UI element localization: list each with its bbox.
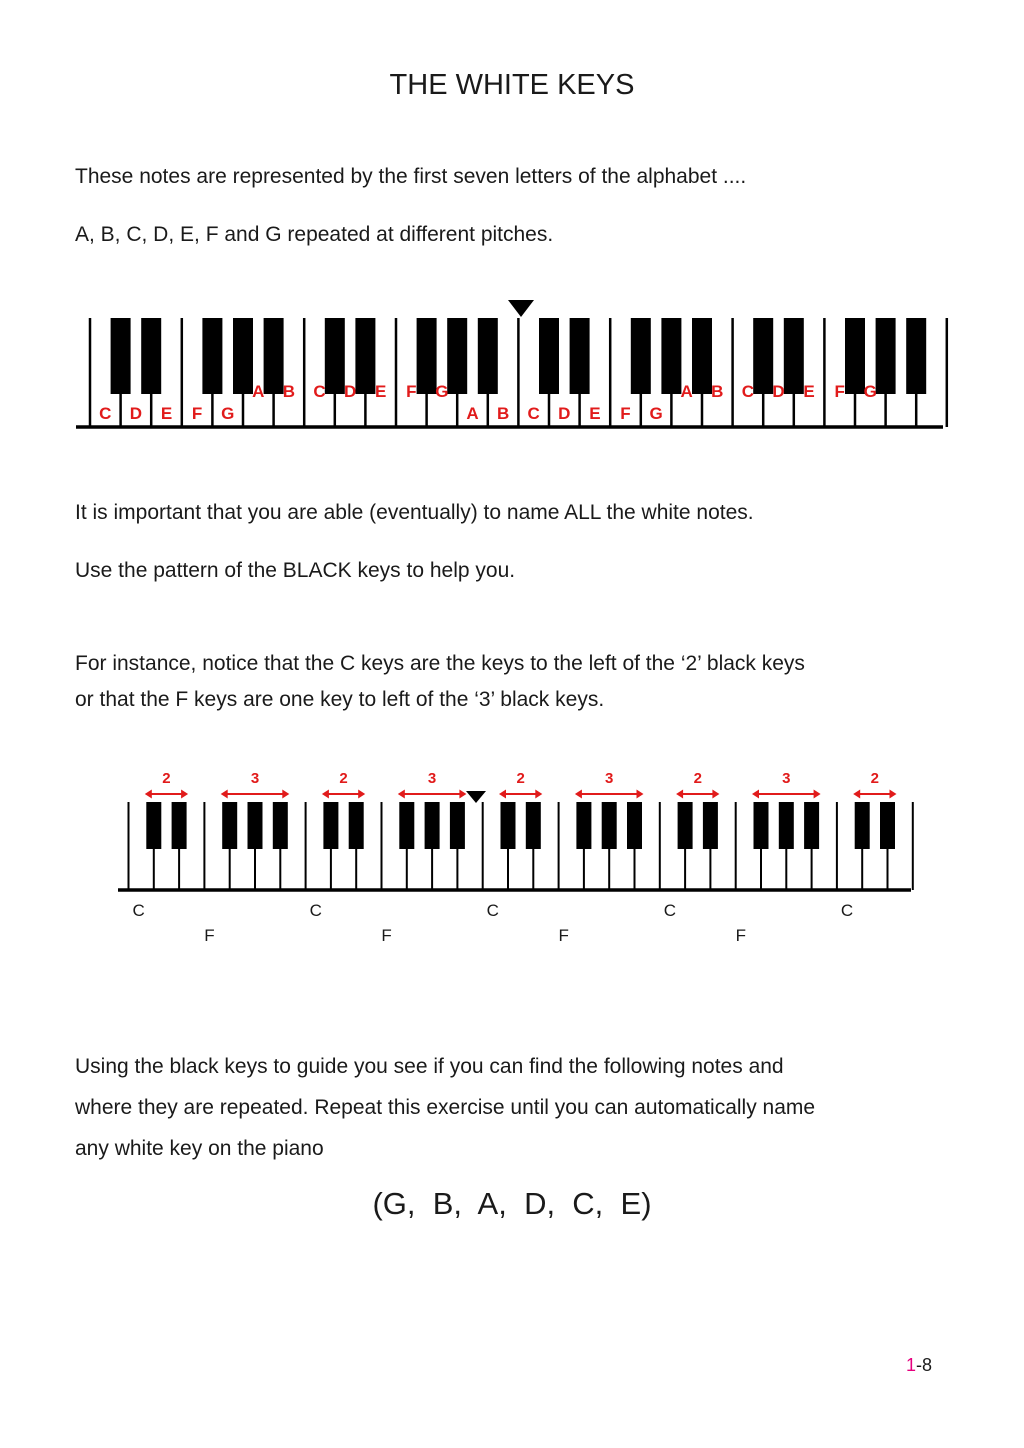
note-label: G bbox=[435, 382, 449, 401]
arrow-right-icon bbox=[358, 790, 365, 799]
exercise-notes: (G, B, A, D, C, E) bbox=[372, 1186, 652, 1221]
f-key-label: F bbox=[204, 926, 215, 945]
black-key-group-count: 2 bbox=[162, 770, 171, 787]
black-key bbox=[754, 802, 769, 849]
arrow-right-icon bbox=[181, 790, 188, 799]
note-label: D bbox=[558, 404, 571, 423]
black-key bbox=[880, 802, 895, 849]
note-label: C bbox=[313, 382, 326, 401]
note-label: G bbox=[649, 404, 663, 423]
page-number-suffix: -8 bbox=[915, 1355, 932, 1375]
note-label: D bbox=[343, 382, 357, 401]
f-key-label: F bbox=[558, 926, 569, 945]
note-label: F bbox=[834, 382, 845, 401]
note-label: F bbox=[406, 382, 417, 401]
note-label: D bbox=[772, 382, 785, 401]
f-key-label: F bbox=[735, 926, 746, 945]
black-key bbox=[325, 318, 345, 394]
black-key-group-count: 3 bbox=[427, 770, 437, 787]
black-key bbox=[425, 802, 440, 849]
black-key bbox=[501, 802, 516, 849]
black-key bbox=[526, 802, 541, 849]
black-key bbox=[233, 318, 253, 394]
black-key bbox=[576, 802, 591, 849]
note-label: E bbox=[160, 404, 173, 423]
arrow-right-icon bbox=[890, 790, 897, 799]
note-label: D bbox=[129, 404, 143, 423]
arrow-right-icon bbox=[535, 790, 542, 799]
arrow-left-icon bbox=[398, 790, 405, 799]
note-label: E bbox=[589, 404, 601, 423]
black-key-group-count: 2 bbox=[339, 770, 348, 787]
arrow-left-icon bbox=[145, 790, 152, 799]
exercise-line-1: Using the black keys to guide you see if you can find the following notes and bbox=[75, 1055, 784, 1078]
black-key bbox=[779, 802, 794, 849]
note-label: B bbox=[282, 382, 296, 401]
note-label: E bbox=[375, 382, 387, 401]
note-label: G bbox=[863, 382, 877, 401]
note-label: G bbox=[221, 404, 235, 423]
note-label: A bbox=[466, 404, 479, 423]
black-key bbox=[845, 318, 865, 394]
arrow-left-icon bbox=[853, 790, 860, 799]
black-key-group-count: 3 bbox=[782, 770, 791, 787]
black-key bbox=[692, 318, 712, 394]
arrow-right-icon bbox=[637, 790, 644, 799]
black-key bbox=[273, 802, 288, 849]
black-key bbox=[264, 318, 284, 394]
c-key-label: C bbox=[663, 901, 677, 920]
body-line-2: Use the pattern of the BLACK keys to help you. bbox=[75, 559, 516, 582]
black-key bbox=[417, 318, 437, 394]
intro-line-2: A, B, C, D, E, F and G repeated at different pitches. bbox=[75, 223, 554, 246]
black-key bbox=[627, 802, 642, 849]
black-key bbox=[202, 318, 222, 394]
black-key bbox=[906, 318, 926, 394]
black-key bbox=[111, 318, 131, 394]
note-label: F bbox=[620, 404, 631, 423]
middle-c-marker-icon bbox=[466, 791, 486, 803]
arrow-left-icon bbox=[221, 790, 228, 799]
arrow-right-icon bbox=[712, 790, 719, 799]
body-line-1: It is important that you are able (eventually) to name ALL the white notes. bbox=[75, 501, 754, 524]
black-key-group-count: 2 bbox=[516, 770, 525, 787]
arrow-right-icon bbox=[459, 790, 466, 799]
arrow-left-icon bbox=[575, 790, 582, 799]
note-label: B bbox=[711, 382, 724, 401]
note-label: A bbox=[680, 382, 693, 401]
black-key bbox=[539, 318, 559, 394]
exercise-line-3: any white key on the piano bbox=[75, 1137, 324, 1160]
black-key bbox=[349, 802, 364, 849]
black-key bbox=[876, 318, 896, 394]
black-key bbox=[804, 802, 819, 849]
black-key bbox=[784, 318, 804, 394]
black-key bbox=[222, 802, 237, 849]
black-key bbox=[323, 802, 338, 849]
black-key bbox=[141, 318, 161, 394]
black-key-group-count: 2 bbox=[693, 770, 702, 787]
black-key bbox=[602, 802, 617, 849]
note-label: F bbox=[191, 404, 203, 423]
page-number-current: 1 bbox=[905, 1355, 916, 1375]
keyboard-diagram-black-key-groups bbox=[0, 760, 1024, 960]
body-line-3: For instance, notice that the C keys are the keys to the left of the ‘2’ black keys bbox=[75, 652, 805, 675]
arrow-left-icon bbox=[752, 790, 759, 799]
page-number bbox=[906, 1355, 932, 1376]
c-key-label: C bbox=[132, 901, 145, 920]
black-key bbox=[570, 318, 590, 394]
black-key bbox=[661, 318, 681, 394]
black-key-group-count: 2 bbox=[870, 770, 880, 787]
black-key bbox=[248, 802, 263, 849]
arrow-left-icon bbox=[322, 790, 329, 799]
c-key-label: C bbox=[840, 901, 854, 920]
note-label: B bbox=[496, 404, 510, 423]
note-label: E bbox=[803, 382, 815, 401]
black-key bbox=[355, 318, 375, 394]
note-label: C bbox=[741, 382, 755, 401]
arrow-right-icon bbox=[282, 790, 289, 799]
note-label: C bbox=[99, 404, 112, 423]
black-key bbox=[478, 318, 498, 394]
black-key bbox=[447, 318, 467, 394]
black-key bbox=[753, 318, 773, 394]
middle-c-marker-icon bbox=[508, 300, 534, 317]
black-key bbox=[703, 802, 718, 849]
black-key bbox=[450, 802, 465, 849]
black-key bbox=[172, 802, 187, 849]
c-key-label: C bbox=[309, 901, 322, 920]
black-key bbox=[678, 802, 693, 849]
page-title: THE WHITE KEYS bbox=[389, 69, 635, 101]
black-key-group-count: 3 bbox=[250, 770, 260, 787]
arrow-left-icon bbox=[676, 790, 683, 799]
exercise-line-2: where they are repeated. Repeat this exercise until you can automatically name bbox=[75, 1096, 816, 1119]
black-key bbox=[855, 802, 870, 849]
black-key bbox=[399, 802, 414, 849]
keyboard-diagram-letters bbox=[0, 295, 1024, 445]
arrow-left-icon bbox=[499, 790, 506, 799]
black-key bbox=[146, 802, 161, 849]
note-label: A bbox=[252, 382, 265, 401]
black-key bbox=[631, 318, 651, 394]
intro-line-1: These notes are represented by the first seven letters of the alphabet .... bbox=[75, 165, 747, 188]
body-line-4: or that the F keys are one key to left of the ‘3’ black keys. bbox=[75, 688, 605, 711]
arrow-right-icon bbox=[814, 790, 821, 799]
note-label: C bbox=[527, 404, 540, 423]
black-key-group-count: 3 bbox=[605, 770, 614, 787]
f-key-label: F bbox=[381, 926, 392, 945]
c-key-label: C bbox=[486, 901, 499, 920]
